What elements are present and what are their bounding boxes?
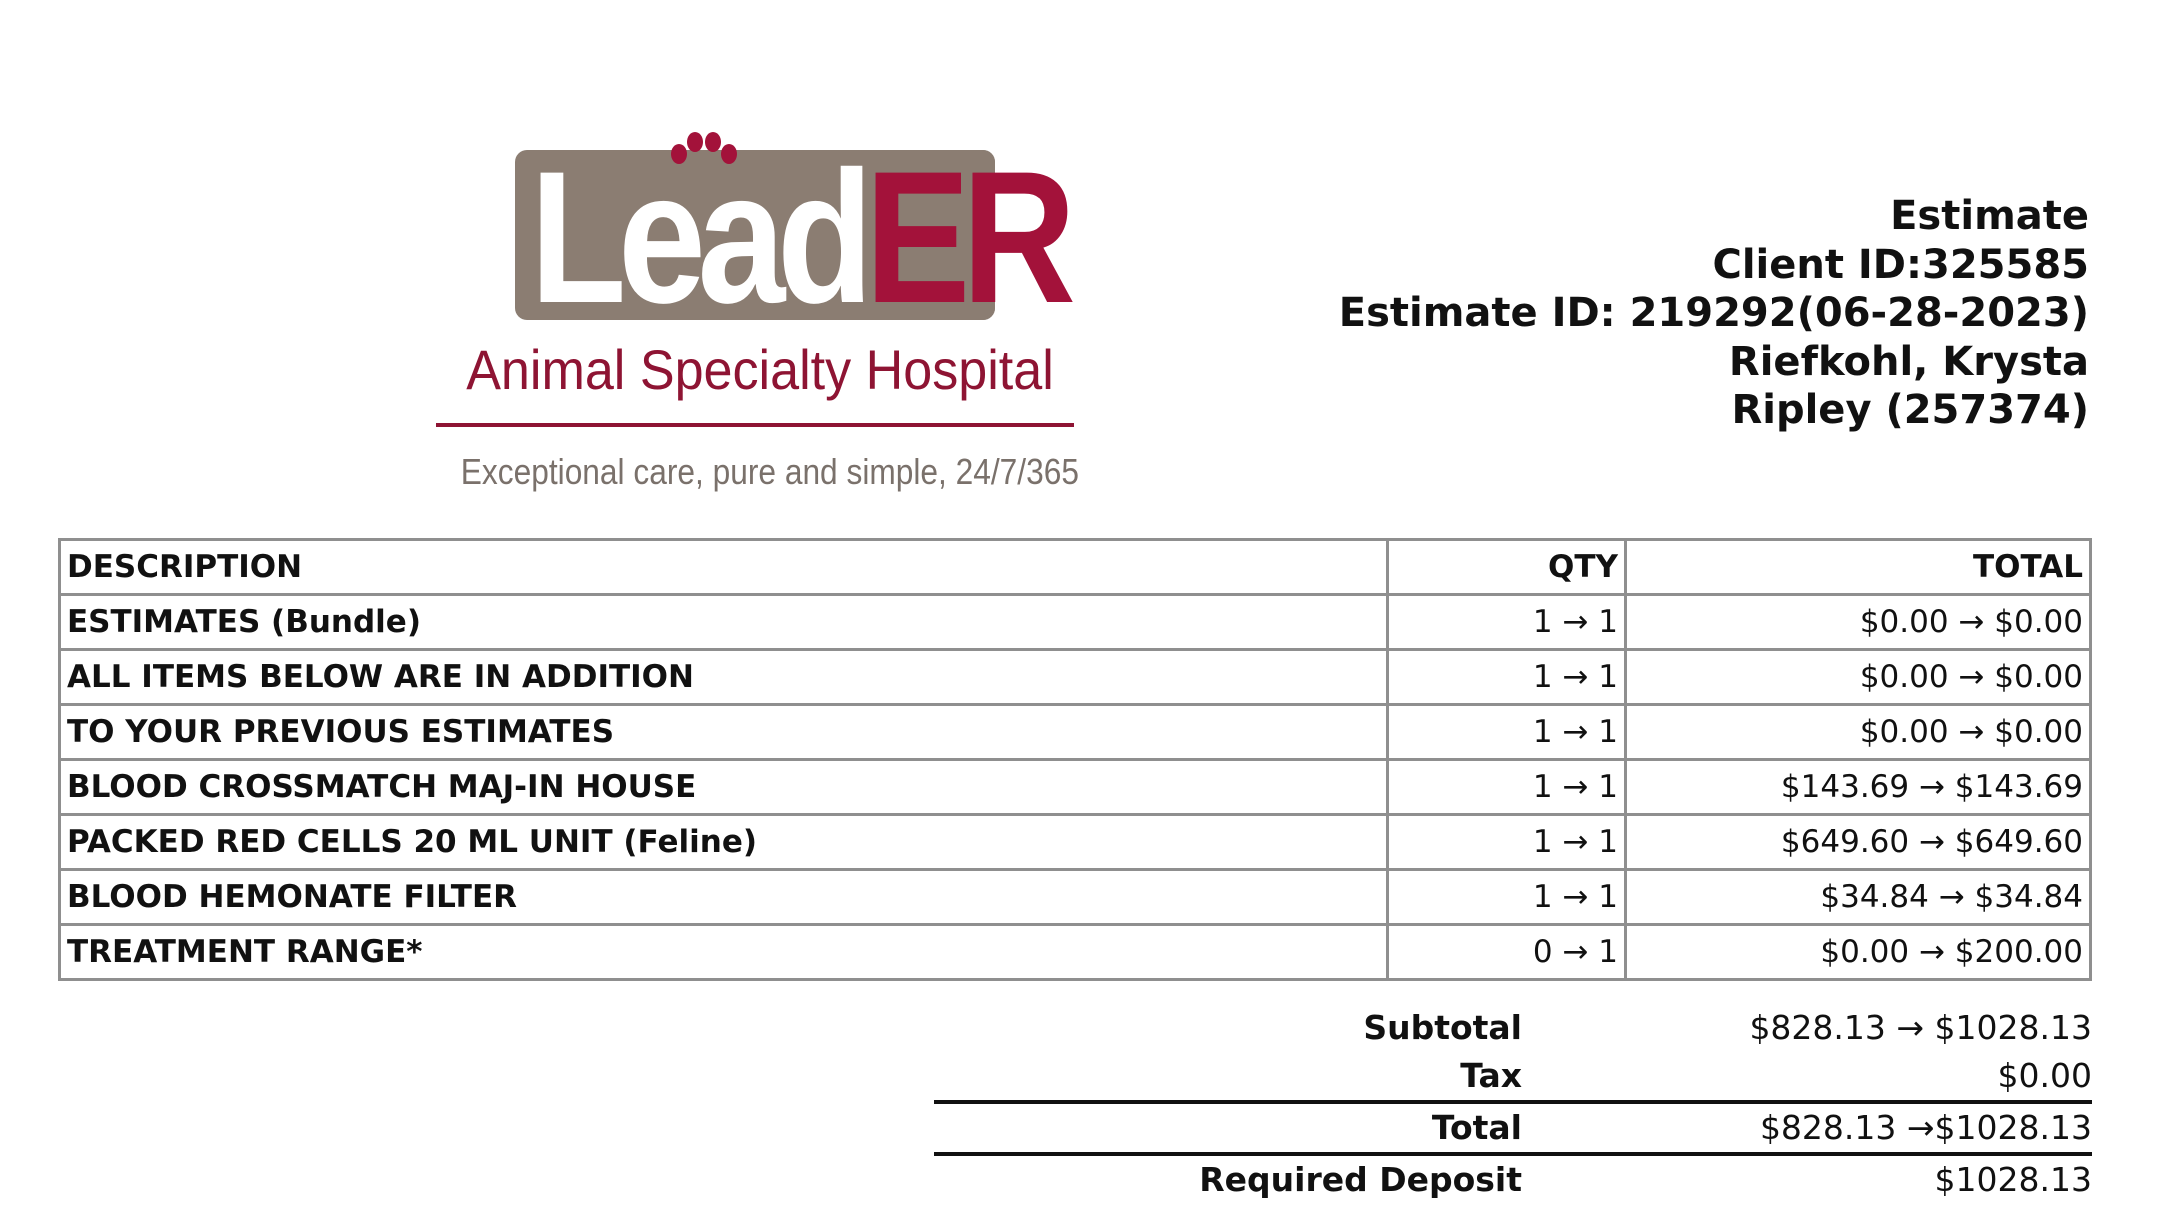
column-header-description: DESCRIPTION [60, 540, 1388, 595]
logo-wordmark [530, 132, 1068, 342]
client-name: Riefkohl, Krysta [1728, 338, 2089, 385]
column-header-qty: QTY [1388, 540, 1626, 595]
row-total: $0.00 → $0.00 [1626, 650, 2091, 705]
row-description: ESTIMATES (Bundle) [60, 595, 1388, 650]
row-qty: 1 → 1 [1388, 705, 1626, 760]
row-description: TO YOUR PREVIOUS ESTIMATES [60, 705, 1388, 760]
estimate-id: Estimate ID: 219292(06-28-2023) [1338, 290, 2089, 336]
tax-label: Tax [1460, 1056, 1522, 1095]
hospital-slogan: Exceptional care, pure and simple, 24/7/365 [460, 451, 1079, 492]
table-row [60, 705, 2091, 760]
estimate-summary [934, 1004, 2092, 1204]
row-total: $0.00 → $0.00 [1626, 595, 2091, 650]
row-total: $143.69 → $143.69 [1626, 760, 2091, 815]
patient-name: Ripley (257374) [1731, 387, 2089, 433]
row-qty: 1 → 1 [1388, 650, 1626, 705]
column-header-total: TOTAL [1626, 540, 2091, 595]
row-description: ALL ITEMS BELOW ARE IN ADDITION [60, 650, 1388, 705]
deposit-row [934, 1156, 2092, 1204]
hospital-logo [420, 120, 1100, 510]
subtotal-row [934, 1004, 2092, 1052]
row-description: BLOOD CROSSMATCH MAJ-IN HOUSE [60, 760, 1388, 815]
total-value: $828.13 →$1028.13 [1759, 1108, 2092, 1147]
table-row [60, 650, 2091, 705]
table-row [60, 870, 2091, 925]
row-qty: 1 → 1 [1388, 815, 1626, 870]
client-id: Client ID:325585 [1712, 241, 2089, 288]
estimate-header [1339, 192, 2089, 435]
line-items-table [58, 538, 2092, 981]
row-qty: 1 → 1 [1388, 760, 1626, 815]
subtotal-label: Subtotal [1363, 1008, 1522, 1047]
logo-divider [436, 423, 1074, 427]
logo-wordmark-er: ER [864, 132, 1068, 342]
tax-value: $0.00 [1997, 1056, 2092, 1095]
total-label: Total [1431, 1108, 1522, 1147]
table-row [60, 925, 2091, 980]
deposit-value: $1028.13 [1934, 1160, 2092, 1199]
row-qty: 0 → 1 [1388, 925, 1626, 980]
row-qty: 1 → 1 [1388, 870, 1626, 925]
logo-wordmark-lead: Lead [530, 132, 865, 342]
row-total: $649.60 → $649.60 [1626, 815, 2091, 870]
table-row [60, 595, 2091, 650]
row-total: $0.00 → $0.00 [1626, 705, 2091, 760]
row-qty: 1 → 1 [1388, 595, 1626, 650]
total-row [934, 1104, 2092, 1152]
subtotal-value: $828.13 → $1028.13 [1749, 1008, 2092, 1047]
document-type: Estimate [1890, 193, 2089, 239]
tax-row [934, 1052, 2092, 1100]
row-total: $0.00 → $200.00 [1626, 925, 2091, 980]
deposit-label: Required Deposit [1199, 1160, 1522, 1199]
row-description: TREATMENT RANGE* [60, 925, 1388, 980]
row-description: BLOOD HEMONATE FILTER [60, 870, 1388, 925]
row-total: $34.84 → $34.84 [1626, 870, 2091, 925]
row-description: PACKED RED CELLS 20 ML UNIT (Feline) [60, 815, 1388, 870]
table-header-row [60, 540, 2091, 595]
table-row [60, 815, 2091, 870]
table-row [60, 760, 2091, 815]
hospital-name: Animal Specialty Hospital [466, 338, 1054, 401]
